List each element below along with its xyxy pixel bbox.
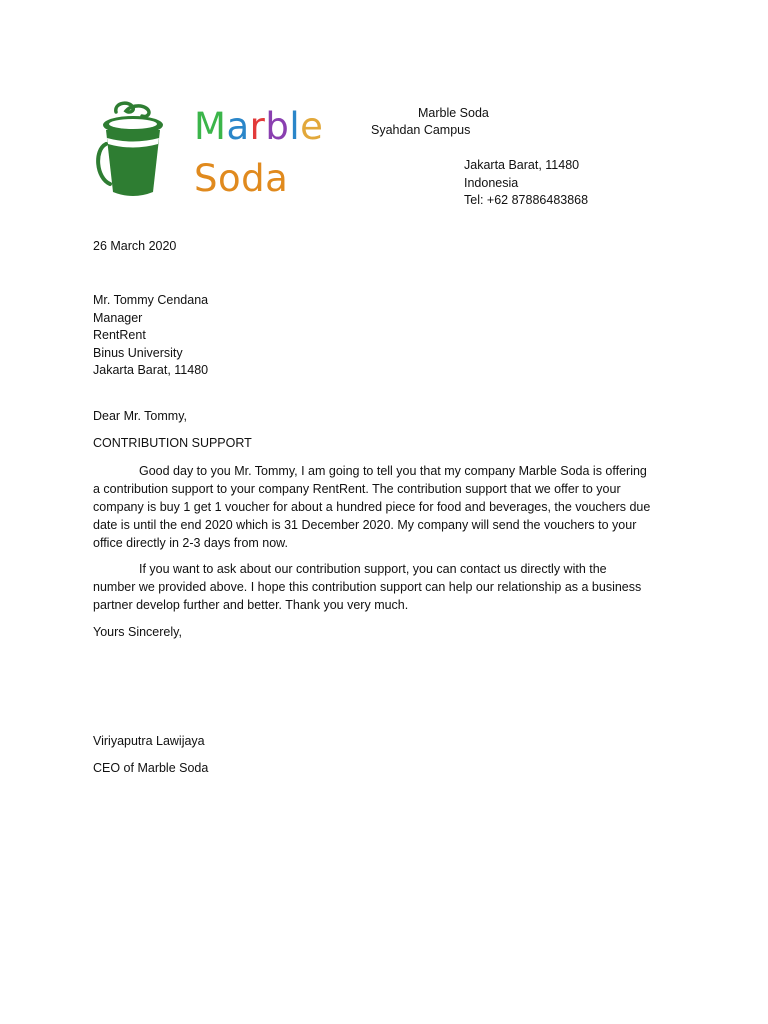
- recipient-title: Manager: [93, 311, 143, 325]
- paragraph-line: company is buy 1 get 1 voucher for about a hundred piece for food and beverages, the vouchers due: [93, 500, 651, 514]
- logo-letter: r: [249, 105, 266, 148]
- sender-tel: Tel: +62 87886483868: [464, 193, 589, 207]
- logo-word-soda: Soda: [194, 157, 289, 200]
- subject-line: CONTRIBUTION SUPPORT: [93, 436, 252, 450]
- paragraph-line: date is until the end 2020 which is 31 December 2020. My company will send the vouchers to your: [93, 518, 637, 532]
- recipient-company: RentRent: [93, 328, 146, 342]
- paragraph-line: partner develop further and better. Thank you very much.: [93, 598, 409, 612]
- sender-company: Marble Soda: [418, 106, 489, 120]
- logo-letter: e: [300, 105, 324, 148]
- recipient-institution: Binus University: [93, 346, 183, 360]
- logo-letter: b: [265, 105, 290, 148]
- recipient-name: Mr. Tommy Cendana: [93, 293, 209, 307]
- sender-country: Indonesia: [464, 176, 519, 190]
- sender-campus: Syahdan Campus: [371, 123, 471, 137]
- signer-title: CEO of Marble Soda: [93, 761, 209, 775]
- signer-name: Viriyaputra Lawijaya: [93, 734, 205, 748]
- paragraph-line: Good day to you Mr. Tommy, I am going to tell you that my company Marble Soda is offering: [139, 464, 647, 478]
- letter-date: 26 March 2020: [93, 239, 177, 253]
- soda-cup-icon: [96, 100, 168, 200]
- paragraph-line: number we provided above. I hope this contribution support can help our relationship as a business: [93, 580, 642, 594]
- closing: Yours Sincerely,: [93, 625, 182, 639]
- body-paragraph-2: [93, 560, 683, 614]
- recipient-city: Jakarta Barat, 11480: [93, 363, 209, 377]
- logo-letter: l: [289, 105, 301, 148]
- paragraph-line: If you want to ask about our contribution support, you can contact us directly with the: [139, 562, 607, 576]
- logo-letter: a: [226, 105, 250, 148]
- salutation: Dear Mr. Tommy,: [93, 409, 187, 423]
- body-paragraph-1: [93, 462, 683, 552]
- paragraph-line: office directly in 2-3 days from now.: [93, 536, 288, 550]
- sender-city: Jakarta Barat, 11480: [464, 158, 580, 172]
- logo-letter: M: [194, 105, 227, 148]
- paragraph-line: a contribution support to your company RentRent. The contribution support that we offer to your: [93, 482, 621, 496]
- logo-word-marble: [194, 105, 324, 148]
